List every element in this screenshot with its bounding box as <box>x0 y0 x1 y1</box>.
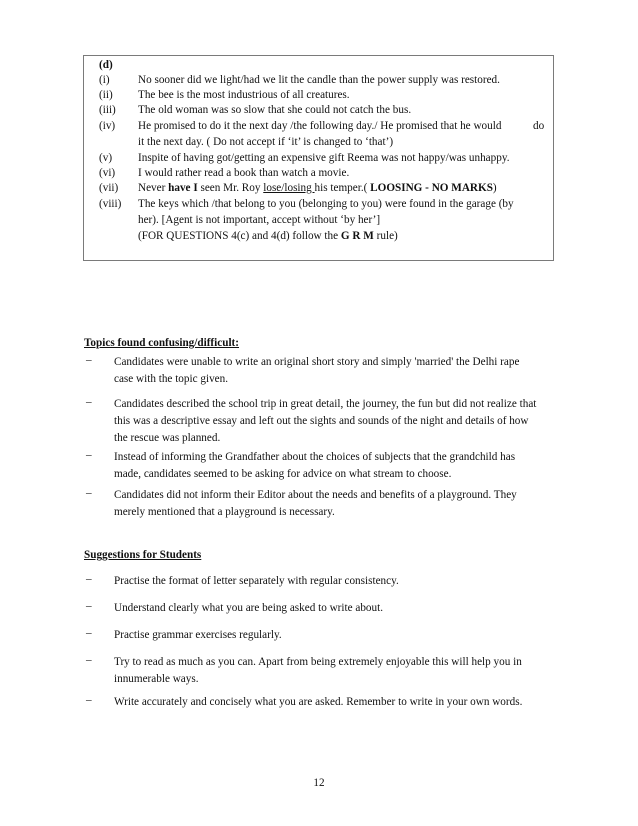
answer-text: The keys which /that belong to you (belonging to you) were found in the garage (by <box>138 198 514 210</box>
answer-number: (iv) <box>99 120 116 132</box>
topics-item-text <box>114 396 554 447</box>
suggestion-item-text <box>114 573 554 590</box>
suggestion-item-text <box>114 627 554 644</box>
text-line: Candidates were unable to write an original short story and simply 'married' the Delhi rape <box>114 356 520 368</box>
answer-text <box>138 182 497 194</box>
topics-item-text <box>114 487 554 521</box>
answer-note <box>138 230 398 242</box>
text-part-underlined: lose/losing <box>263 182 315 194</box>
text-part: his temper.( <box>314 182 371 194</box>
dash-bullet: – <box>86 573 92 585</box>
text-part: seen Mr. Roy <box>197 182 264 194</box>
text-line: Write accurately and concisely what you are asked. Remember to write in your own words. <box>114 696 523 708</box>
text-line: Candidates did not inform their Editor about the needs and benefits of a playground. They <box>114 489 517 501</box>
answer-number: (viii) <box>99 198 122 210</box>
answer-number: (vii) <box>99 182 119 194</box>
text-part: (FOR QUESTIONS 4(c) and 4(d) follow the <box>138 230 341 242</box>
text-part-bold: LOOSING - NO MARKS <box>370 182 493 194</box>
dash-bullet: – <box>86 449 92 461</box>
answer-text: The old woman was so slow that she could not catch the bus. <box>138 104 412 116</box>
answer-text: No sooner did we light/had we lit the candle than the power supply was restored. <box>138 74 500 86</box>
text-line: case with the topic given. <box>114 373 229 385</box>
text-line: Try to read as much as you can. Apart from being extremely enjoyable this will help you in <box>114 656 522 668</box>
answer-text: The bee is the most industrious of all creatures. <box>138 89 350 101</box>
text-part-bold: have I <box>168 182 198 194</box>
dash-bullet: – <box>86 694 92 706</box>
text-line: this was a descriptive essay and left out the sights and sounds of the night and details of how <box>114 415 529 427</box>
answer-number: (i) <box>99 74 110 86</box>
topics-heading: Topics found confusing/difficult: <box>84 337 240 349</box>
answer-text-end: do <box>533 120 545 132</box>
text-part: Never <box>138 182 169 194</box>
text-part: ) <box>492 182 497 194</box>
topics-item-text <box>114 354 554 388</box>
text-line: Instead of informing the Grandfather about the choices of subjects that the grandchild has <box>114 451 516 463</box>
answer-key-box <box>83 55 554 261</box>
answer-text: her). [Agent is not important, accept without ‘by her’] <box>138 214 381 226</box>
text-line: Practise the format of letter separately with regular consistency. <box>114 575 399 587</box>
text-part: rule) <box>373 230 398 242</box>
answer-number: (iii) <box>99 104 116 116</box>
page-number: 12 <box>313 777 325 789</box>
text-line: innumerable ways. <box>114 673 199 685</box>
answer-number: (v) <box>99 152 113 164</box>
text-line: Practise grammar exercises regularly. <box>114 629 282 641</box>
dash-bullet: – <box>86 627 92 639</box>
text-line: the rescue was planned. <box>114 432 221 444</box>
suggestions-heading: Suggestions for Students <box>84 549 202 561</box>
answer-text: I would rather read a book than watch a movie. <box>138 167 350 179</box>
dash-bullet: – <box>86 354 92 366</box>
suggestion-item-text <box>114 694 554 711</box>
text-line: merely mentioned that a playground is necessary. <box>114 506 335 518</box>
answer-number: (ii) <box>99 89 113 101</box>
dash-bullet: – <box>86 396 92 408</box>
suggestion-item-text <box>114 654 554 688</box>
dash-bullet: – <box>86 487 92 499</box>
topics-item-text <box>114 449 554 483</box>
suggestion-item-text <box>114 600 554 617</box>
dash-bullet: – <box>86 654 92 666</box>
answer-number: (vi) <box>99 167 116 179</box>
dash-bullet: – <box>86 600 92 612</box>
answer-text: it the next day. ( Do not accept if ‘it’ is changed to ‘that’) <box>138 136 394 148</box>
text-part-bold: G R M <box>340 230 374 242</box>
answer-text: Inspite of having got/getting an expensive gift Reema was not happy/was unhappy. <box>138 152 510 164</box>
text-line: Candidates described the school trip in great detail, the journey, the fun but did not realize that <box>114 398 537 410</box>
text-line: Understand clearly what you are being asked to write about. <box>114 602 384 614</box>
answer-text: He promised to do it the next day /the following day./ He promised that he would <box>138 120 502 132</box>
answer-key-label: (d) <box>99 59 113 71</box>
text-line: made, candidates seemed to be asking for advice on what stream to choose. <box>114 468 452 480</box>
